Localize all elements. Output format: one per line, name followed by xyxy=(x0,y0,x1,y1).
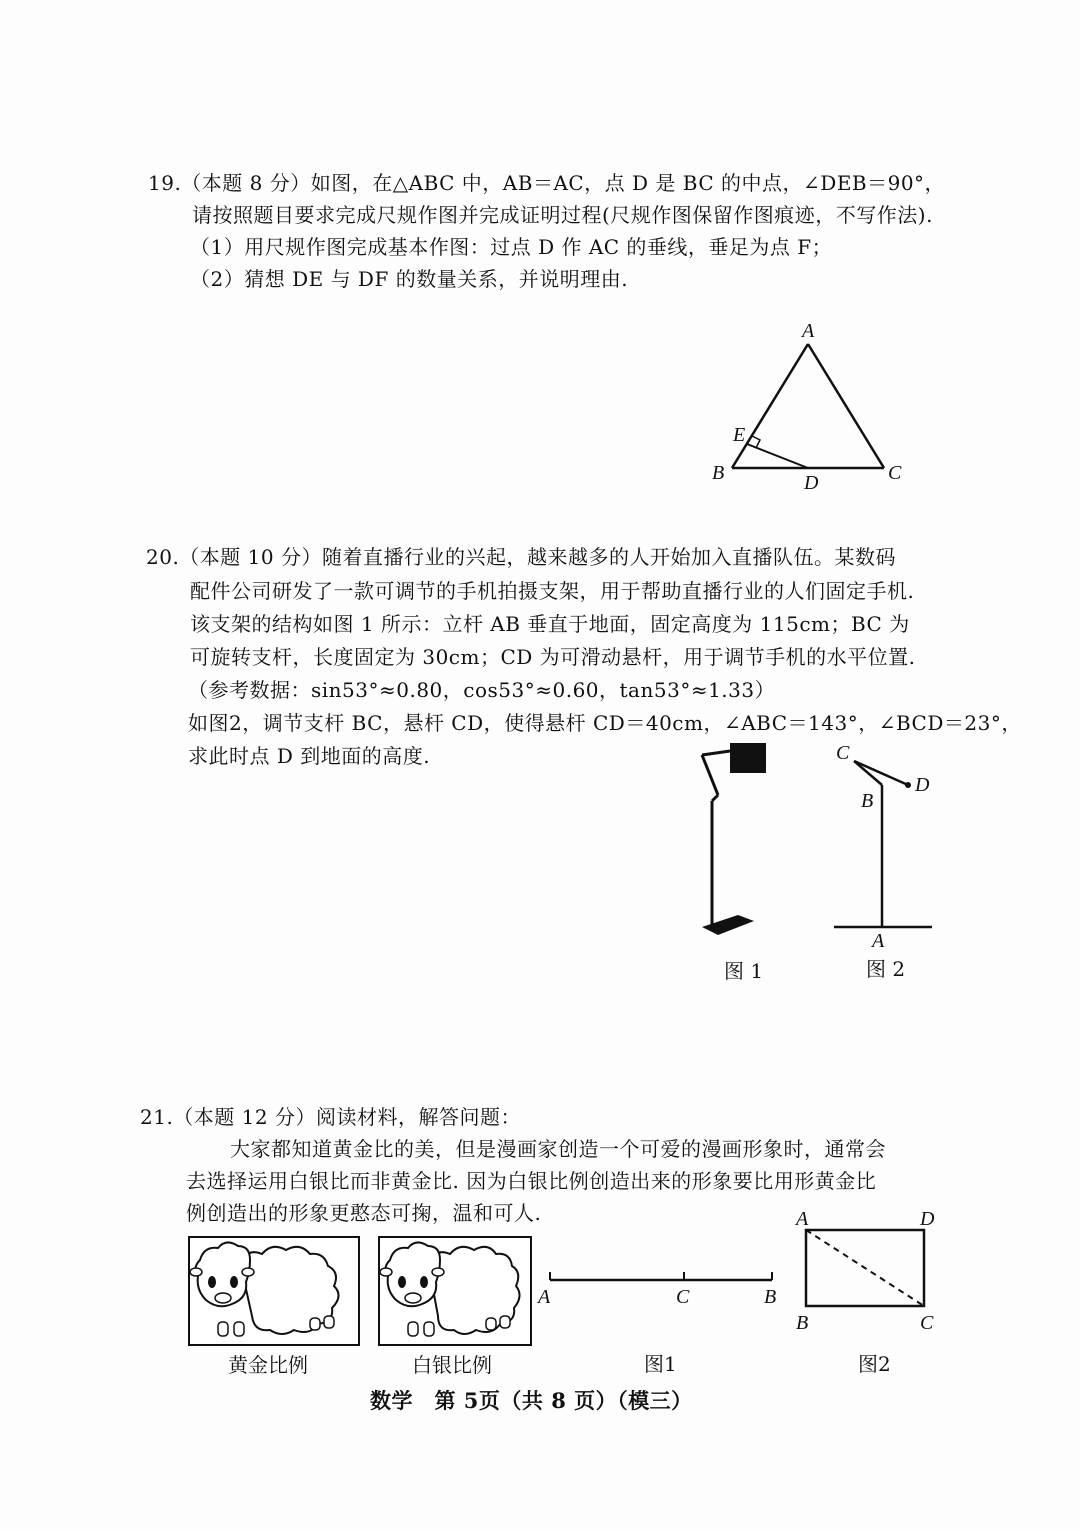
q21-segment-figure xyxy=(548,1268,778,1288)
label-c: C xyxy=(676,1286,690,1308)
golden-ratio-sheep-image xyxy=(188,1236,360,1346)
q20-fig2-caption: 图 2 xyxy=(866,957,906,981)
sheep-illustration xyxy=(380,1238,530,1344)
label-d: D xyxy=(804,472,819,494)
arm-cd xyxy=(702,751,730,755)
q20-line-4: 可旋转支杆，长度固定为 30cm；CD 为可滑动悬杆，用于调节手机的水平位置. xyxy=(190,645,916,669)
page-footer: 数学 第 5页（共 8 页）（模三） xyxy=(370,1388,693,1413)
q20-line-6: 如图2，调节支杆 BC，悬杆 CD，使得悬杆 CD＝40cm，∠ABC＝143°，∠BCD＝23°， xyxy=(188,711,1022,735)
segment-ac xyxy=(808,344,884,468)
label-a: A xyxy=(802,320,815,342)
q21-line-1: 21.（本题 12 分）阅读材料，解答问题： xyxy=(140,1105,521,1129)
q21-line-4: 例创造出的形象更憨态可掬，温和可人. xyxy=(186,1201,542,1225)
q20-line-7: 求此时点 D 到地面的高度. xyxy=(188,744,431,768)
label-a: A xyxy=(538,1286,551,1308)
q20-line-1: 20.（本题 10 分）随着直播行业的兴起，越来越多的人开始加入直播队伍。某数码 xyxy=(146,545,896,569)
q19-line-3: （1）用尺规作图完成基本作图：过点 D 作 AC 的垂线，垂足为点 F； xyxy=(190,235,833,259)
label-c: C xyxy=(888,462,902,484)
segment-ab xyxy=(732,344,808,468)
label-a: A xyxy=(872,930,885,952)
q20-fig1-caption: 图 1 xyxy=(724,959,764,983)
q21-fig2-caption: 图2 xyxy=(858,1352,891,1376)
q19-line-4: （2）猜想 DE 与 DF 的数量关系，并说明理由. xyxy=(190,267,629,291)
golden-ratio-caption: 黄金比例 xyxy=(228,1353,308,1377)
q21-fig1-caption: 图1 xyxy=(644,1352,677,1376)
label-b: B xyxy=(712,462,725,484)
segment-cd xyxy=(854,761,908,785)
q21-line-3: 去选择运用白银比而非黄金比. 因为白银比例创造出来的形象要比用形黄金比 xyxy=(186,1169,877,1193)
label-a: A xyxy=(796,1208,809,1230)
label-b: B xyxy=(764,1286,777,1308)
point-d xyxy=(905,782,911,788)
silver-ratio-sheep-image xyxy=(378,1236,532,1346)
q19-line-1: 19.（本题 8 分）如图，在△ABC 中，AB＝AC，点 D 是 BC 的中点，∠DEB＝90°， xyxy=(148,171,946,195)
label-e: E xyxy=(733,424,746,446)
phone-holder xyxy=(730,743,766,773)
q20-line-5: （参考数据：sin53°≈0.80，cos53°≈0.60，tan53°≈1.33） xyxy=(188,678,776,702)
label-b: B xyxy=(861,790,874,812)
q20-line-3: 该支架的结构如图 1 所示：立杆 AB 垂直于地面，固定高度为 115cm；BC 为 xyxy=(190,612,910,636)
q20-line-2: 配件公司研发了一款可调节的手机拍摄支架，用于帮助直播行业的人们固定手机. xyxy=(190,579,915,603)
silver-ratio-caption: 白银比例 xyxy=(412,1353,492,1377)
label-b: B xyxy=(796,1312,809,1334)
label-d: D xyxy=(915,774,930,796)
label-d: D xyxy=(920,1208,935,1230)
sheep-illustration xyxy=(190,1238,358,1344)
q21-line-2: 大家都知道黄金比的美，但是漫画家创造一个可爱的漫画形象时，通常会 xyxy=(230,1137,886,1161)
label-c: C xyxy=(836,742,850,764)
phone-stand-drawing xyxy=(690,735,800,945)
q21-rectangle-figure xyxy=(804,1228,928,1310)
arm-bc xyxy=(702,755,718,795)
q19-line-2: 请按照题目要求完成尺规作图并完成证明过程(尺规作图保留作图痕迹，不写作法). xyxy=(192,203,933,227)
label-c: C xyxy=(920,1312,934,1334)
segment-bc xyxy=(854,761,882,785)
stand-base xyxy=(702,915,754,935)
joint-b xyxy=(712,795,718,801)
